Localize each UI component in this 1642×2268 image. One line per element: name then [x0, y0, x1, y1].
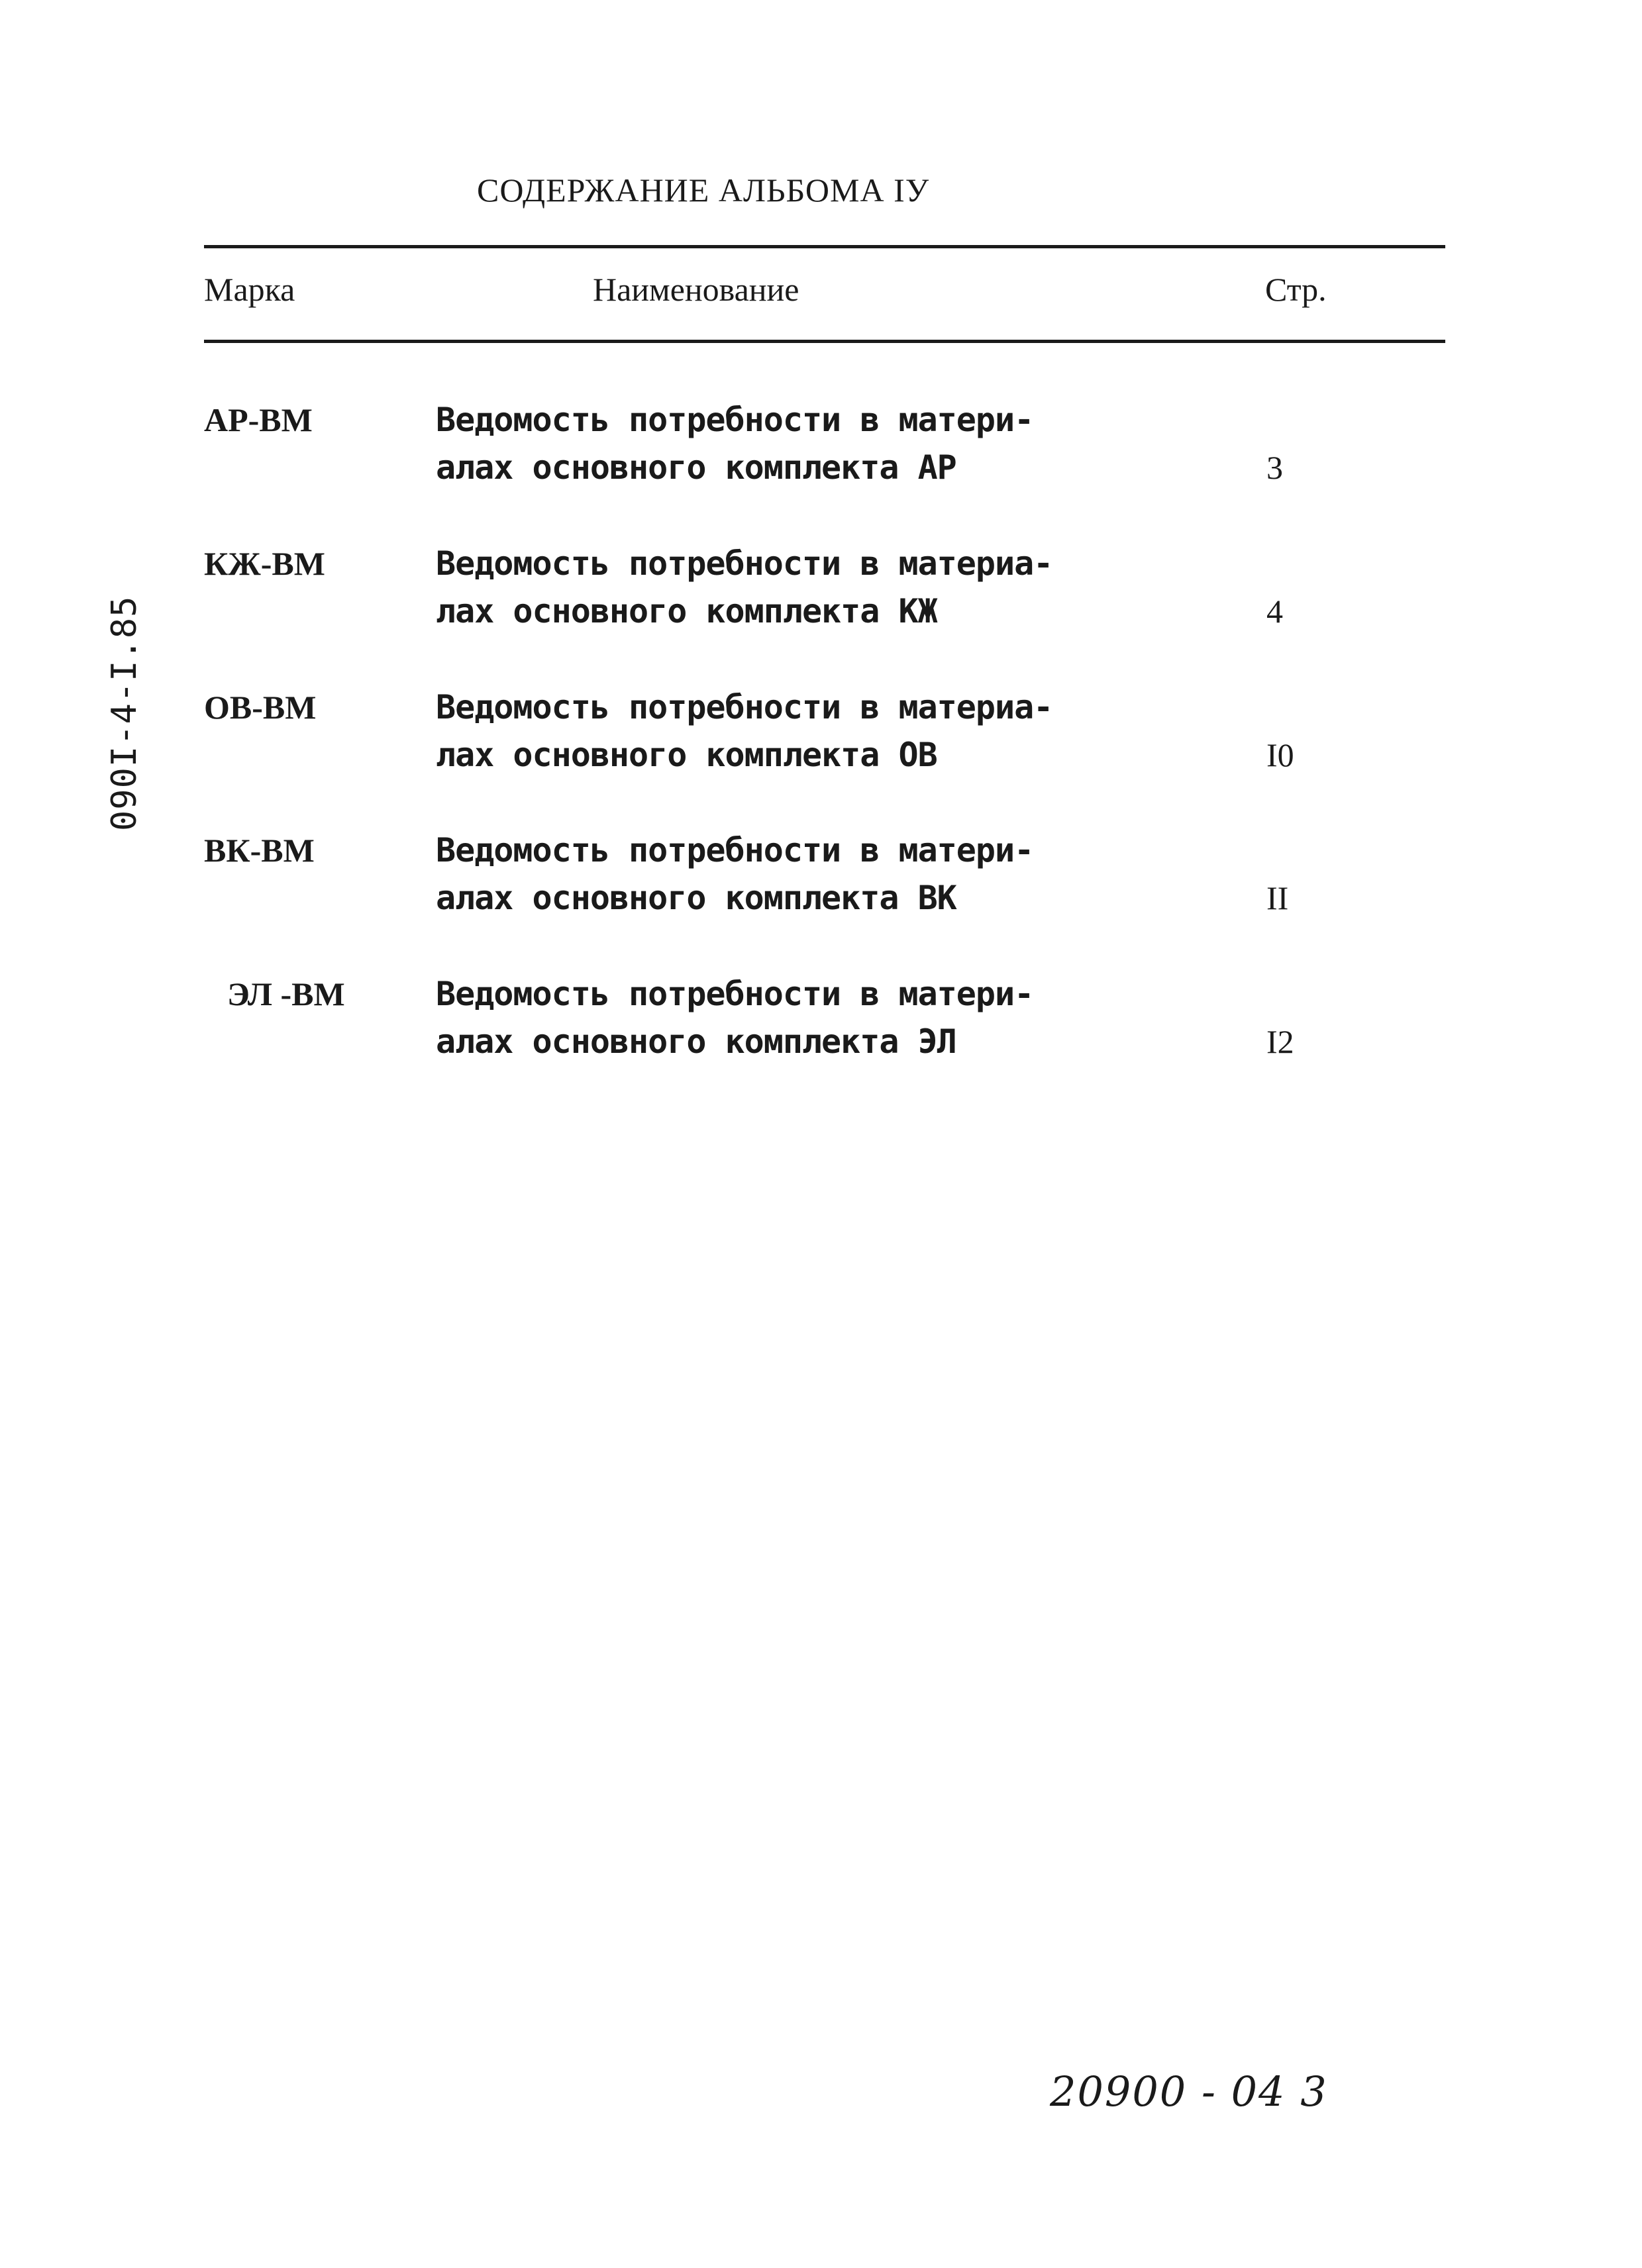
row-page: II [1266, 879, 1289, 916]
row-name-line2: лах основного комплекта ОВ [436, 736, 937, 774]
row-name-line1: Ведомость потребности в материа- [436, 688, 1053, 726]
row-page: 4 [1266, 593, 1283, 630]
row-mark: АР-ВМ [204, 401, 313, 438]
table-row [0, 831, 1642, 930]
column-header-name: Наименование [593, 271, 799, 308]
row-mark: ВК-ВМ [204, 832, 315, 869]
table-row [0, 975, 1642, 1074]
side-document-code: 090I-4-I.85 [105, 595, 144, 831]
document-title: СОДЕРЖАНИЕ АЛЬБОМА IУ [477, 172, 930, 209]
row-name-line2: алах основного комплекта АР [436, 448, 956, 487]
row-mark: ЭЛ -ВМ [227, 975, 345, 1012]
row-name-line1: Ведомость потребности в материа- [436, 544, 1053, 583]
column-header-page: Стр. [1265, 271, 1327, 308]
row-name-line2: алах основного комплекта ВК [436, 879, 956, 917]
handwritten-note: 20900 - 04 3 [1050, 2067, 1328, 2116]
column-header-mark: Марка [204, 271, 295, 308]
row-page: I2 [1266, 1023, 1294, 1060]
row-mark: КЖ-ВМ [204, 545, 325, 582]
row-name-line2: алах основного комплекта ЭЛ [436, 1022, 956, 1061]
table-top-rule [204, 245, 1445, 248]
row-page: I0 [1266, 736, 1294, 773]
row-name-line1: Ведомость потребности в матери- [436, 401, 1034, 439]
row-name-line1: Ведомость потребности в матери- [436, 831, 1034, 869]
table-row [0, 688, 1642, 787]
row-name-line1: Ведомость потребности в матери- [436, 975, 1034, 1013]
row-mark: ОВ-ВМ [204, 689, 317, 726]
table-row [0, 544, 1642, 644]
row-name-line2: лах основного комплекта КЖ [436, 592, 937, 630]
row-page: 3 [1266, 449, 1283, 486]
table-row [0, 401, 1642, 500]
table-header-rule [204, 340, 1445, 343]
